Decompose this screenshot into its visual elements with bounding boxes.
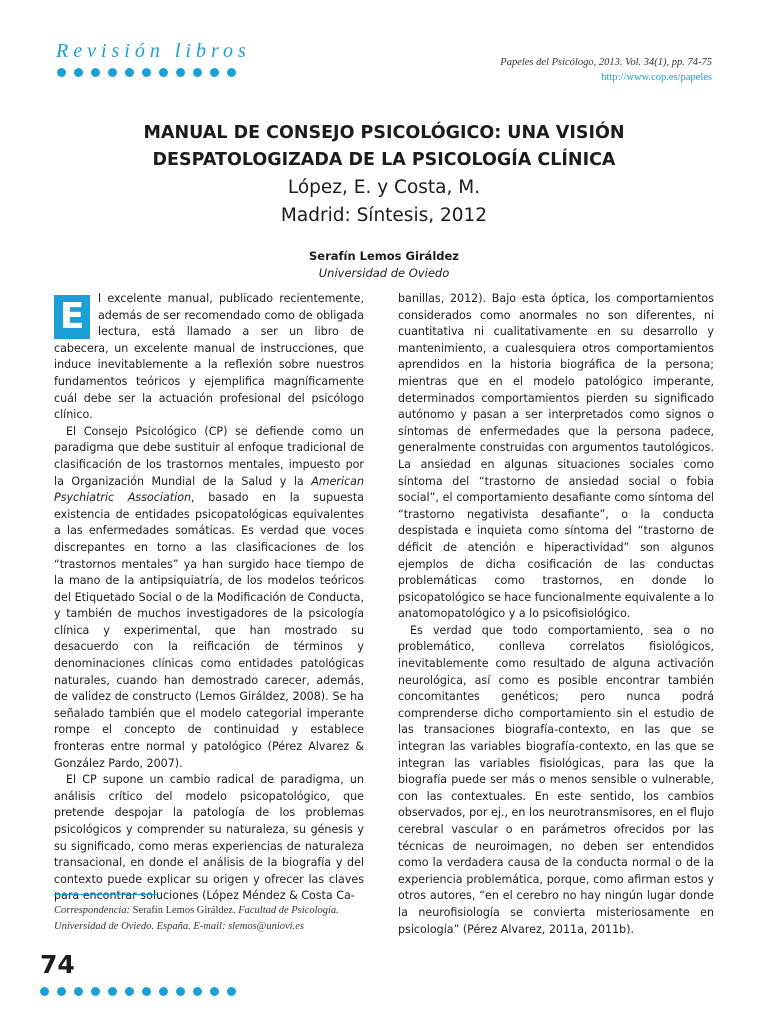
decorative-dots-bottom [40, 987, 236, 996]
reviewer-affiliation: Universidad de Oviedo [318, 266, 450, 280]
section-label: Revisión libros [56, 40, 251, 62]
book-publisher: Madrid: Síntesis, 2012 [280, 205, 488, 226]
paragraph-2-text-a: El Consejo Psicológico (CP) se defiende como un paradigma que debe sustituir al enfoque tradicional de clasificación de los trastornos mentales, impuesto por la Organización Mundial de la Salud y la [54, 424, 364, 488]
page-number: 74 [40, 950, 75, 979]
journal-reference [500, 55, 712, 85]
correspondence-label: Correspondencia: [54, 905, 131, 916]
body-column-left [54, 291, 364, 905]
book-title-block [56, 120, 712, 230]
paragraph-2-text-b: , basado en la supuesta existencia de entidades psicopatológicas equivalentes a las enfermedades somáticas. Es verdad que voces discrepantes en torno a las clasificaciones de los “trastornos mentales” ya han surgido hace tiempo de la mano de la antipsiquiatría, de los modelos teóricos del Etiquetado Social o de la Modificación de Conducta, y también de muchos investigadores de la psicología clínica y experimental, que han mostrado su desacuerdo con la reificación de términos y denominaciones clínicas como entidades patológicas naturales, cuando han demostrado carecer, además, de validez de constructo (Lemos Giráldez, 2008). Se ha señalado también que el modelo categorial imperante rompe el concepto de continuidad y establece fronteras entre normal y patológico (Pérez Alvarez & González Pardo, 2007). [54, 491, 364, 770]
book-authors: López, E. y Costa, M. [287, 177, 481, 198]
paragraph-1-text: l excelente manual, publicado recientemente, además de ser recomendado como de obligada lectura, está llamado a ser un libro de cabecera, un excelente manual de instrucciones, que induce inevitablemente a la reflexión sobre nuestros fundamentos teóricos y ejemplifica magníficamente cuál debe ser la actuación profesional del psicólogo clínico. [54, 292, 364, 422]
paragraph-5: Es verdad que todo comportamiento, sea o no problemático, conlleva correlatos fisiológicos, inevitablemente como resultado de alguna activación neurológica, así como es posible encontrar también concomitantes genéticos; pero nunca podrá comprenderse dicho comportamiento sin el estudio de las transaciones biografía-contexto, en las que se integran las variables biografía-contexto, en las que se integran las variables fisiológicas, para las que la biografía puede ser más o menos sensible o vulnerable, con las contextuales. En este sentido, los cambios observados, por ej., en los neurotransmisores, en el flujo cerebral vascular o en parámetros ofrecidos por las técnicas de neuroimagen, no deben ser entendidos como la verdadera causa de la conducta normal o de la experiencia problemática, porque, como afirman estos y otros autores, “en el cerebro no hay ningún lugar donde la neurofisiología se convierta misteriosamente en psicología” (Pérez Alvarez, 2011a, 2011b). [398, 623, 714, 936]
book-title-line-1: MANUAL DE CONSEJO PSICOLÓGICO: UNA VISIÓN [143, 123, 625, 143]
book-title-line-2: DESPATOLOGIZADA DE LA PSICOLOGÍA CLÍNICA [152, 150, 616, 170]
drop-cap: E [54, 295, 90, 339]
paragraph-2-emphasis: American Psychiatric Association [54, 474, 364, 505]
paragraph-4: banillas, 2012). Bajo esta óptica, los comportamientos considerados como anormales no son diferentes, ni cuantitativa ni cualitativamente en su desarrollo y mantenimiento, a cualesquiera otros comportamientos aprendidos en la historia biográfica de la persona; mientras que en el modelo patológico imperante, determinados comportamientos pierden su significado autónomo y pasan a ser interpretados como signos o síntomas de enfermedades que la persona padece, generalmente construidas con argumentos tautológicos. La ansiedad en algunas situaciones sociales como síntoma del “trastorno de ansiedad social o fobia social”, el comportamiento desafiante como síntoma del “trastorno negativista desafiante”, o la conducta despistada e inquieta como síntoma del “trastorno de déficit de atención e hiperactividad” son algunos ejemplos de dicha cosificación de las conductas problemáticas como trastornos, en donde lo psicopatológico se hace funcionalmente equivalente a lo anatomopatológico y a lo psicofisiológico. [398, 292, 714, 621]
journal-citation: Papeles del Psicólogo, 2013. Vol. 34(1), pp. 74-75 [500, 57, 712, 68]
correspondence-name: Serafín Lemos Giráldez [132, 905, 233, 916]
paragraph-2 [54, 424, 364, 772]
paragraph-3: El CP supone un cambio radical de paradigma, un análisis crítico del modelo psicopatológico, que pretende despojar la patología de los problemas psicológicos y comprender su naturaleza, su génesis y su significado, como meras experiencias de naturaleza transacional, en donde el análisis de la biografía y del contexto puede explicar su origen y ofrecer las claves para encontrar soluciones (López Méndez & Costa Ca- [54, 773, 364, 903]
body-column-right [398, 291, 714, 938]
journal-url[interactable]: http://www.cop.es/papeles [601, 72, 712, 83]
paragraph-1 [54, 291, 364, 424]
correspondence-details: Facultad de Psicología. Universidad de Oviedo. España. E-mail: slemos@uniovi.es [54, 905, 339, 932]
reviewer-name: Serafín Lemos Giráldez [309, 249, 459, 263]
correspondence-divider [54, 894, 158, 895]
correspondence-note: Correspondencia: Serafín Lemos Giráldez. Facultad de Psicología. Universidad de Oviedo. España. E-mail: slemos@uniovi.es [54, 905, 339, 932]
decorative-dots-top [57, 68, 236, 77]
